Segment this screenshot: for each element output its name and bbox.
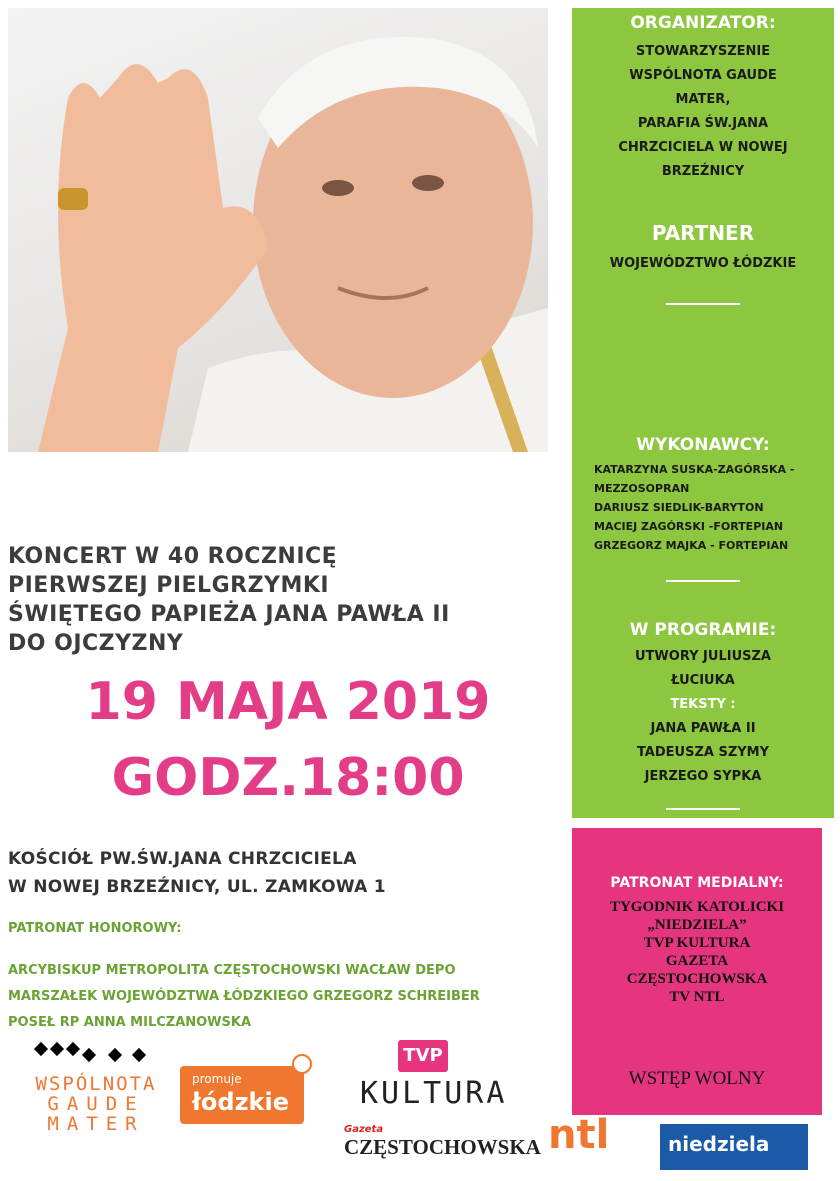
niedziela-text: niedziela — [668, 1132, 770, 1156]
performer-line: DARIUSZ SIEDLIK-BARYTON — [594, 501, 764, 514]
info-sidebar — [572, 8, 834, 818]
gazeta-czestochowska-logo — [344, 1124, 541, 1172]
organizer-line: CHRZCICIELA W NOWEJ — [618, 140, 788, 155]
texts-line: TADEUSZA SZYMY — [636, 745, 770, 760]
organizer-heading: ORGANIZATOR: — [630, 13, 776, 33]
honorary-line: ARCYBISKUP METROPOLITA CZĘSTOCHOWSKI WACŁAW DEPO — [8, 963, 456, 978]
performer-line: KATARZYNA SUSKA-ZAGÓRSKA - — [594, 463, 795, 476]
venue-line: W NOWEJ BRZEŹNICY, UL. ZAMKOWA 1 — [8, 877, 386, 897]
concert-title — [8, 542, 450, 658]
media-line: „NIEDZIELA” — [647, 917, 747, 933]
organizer-text — [572, 40, 834, 184]
gazeta-small: Gazeta — [344, 1124, 384, 1135]
media-line: TV NTL — [669, 989, 725, 1005]
organizer-line: STOWARZYSZENIE — [635, 44, 771, 59]
kultura-logo: KULTURA — [360, 1076, 508, 1111]
honorary-heading: PATRONAT HONOROWY: — [8, 921, 182, 936]
gaude-line: WSPÓLNOTA — [35, 1073, 157, 1095]
lodzkie-small: promuje — [192, 1072, 242, 1086]
title-line: KONCERT W 40 ROCZNICĘ — [8, 544, 338, 569]
concert-time: GODZ.18:00 — [111, 748, 465, 808]
performers-list — [594, 460, 794, 555]
lodzkie-big: łódzkie — [192, 1088, 290, 1116]
honorary-line: MARSZAŁEK WOJEWÓDZTWA ŁÓDZKIEGO GRZEGORZ SCHREIBER — [8, 989, 480, 1004]
organizer-line: BRZEŹNICY — [661, 164, 745, 179]
partner-text: WOJEWÓDZTWO ŁÓDZKIE — [609, 256, 797, 271]
divider — [666, 303, 740, 305]
gaude-line: GAUDE — [47, 1093, 145, 1115]
program-line: ŁUCIUKA — [671, 673, 735, 688]
diamonds-icon — [26, 1040, 156, 1070]
title-line: ŚWIĘTEGO PAPIEŻA JANA PAWŁA II — [8, 602, 450, 627]
concert-date: 19 MAJA 2019 — [85, 672, 491, 732]
performer-line: GRZEGORZ MAJKA - FORTEPIAN — [594, 539, 789, 552]
media-line: TVP KULTURA — [643, 935, 751, 951]
gazeta-big: CZĘSTOCHOWSKA — [344, 1135, 541, 1159]
program-text — [572, 645, 834, 789]
texts-line: JANA PAWŁA II — [650, 721, 756, 736]
promuje-lodzkie-logo — [180, 1066, 304, 1124]
media-patronage-box — [572, 828, 822, 1115]
performer-line: MEZZOSOPRAN — [594, 482, 690, 495]
media-line: TYGODNIK KATOLICKI — [609, 899, 785, 915]
performer-line: MACIEJ ZAGÓRSKI -FORTEPIAN — [594, 520, 784, 533]
divider — [666, 808, 740, 810]
free-entry: WSTĘP WOLNY — [628, 1068, 766, 1089]
media-heading: PATRONAT MEDIALNY: — [610, 875, 784, 891]
media-list — [572, 898, 822, 1006]
organizer-line: MATER, — [675, 92, 731, 107]
venue-line: KOŚCIÓŁ PW.ŚW.JANA CHRZCICIELA — [8, 849, 357, 869]
program-line: UTWORY JULIUSZA — [635, 649, 771, 664]
divider — [666, 580, 740, 582]
niedziela-logo — [660, 1124, 808, 1170]
honorary-list — [8, 958, 480, 1036]
ntl-logo: ntl — [548, 1112, 610, 1158]
honorary-line: POSEŁ RP ANNA MILCZANOWSKA — [8, 1015, 252, 1030]
pope-photo — [8, 8, 548, 452]
texts-label: TEKSTY : — [670, 697, 736, 712]
media-line: CZĘSTOCHOWSKA — [626, 971, 768, 987]
performers-heading: WYKONAWCY: — [636, 435, 770, 455]
title-line: DO OJCZYZNY — [8, 631, 184, 656]
gaude-mater-logo — [26, 1040, 166, 1150]
media-line: GAZETA — [665, 953, 729, 969]
venue — [8, 845, 386, 901]
gaude-line: MATER — [47, 1113, 145, 1135]
pope-illustration — [8, 8, 548, 452]
organizer-line: WSPÓLNOTA GAUDE — [629, 68, 777, 83]
texts-line: JERZEGO SYPKA — [644, 769, 762, 784]
organizer-line: PARAFIA ŚW.JANA — [637, 116, 769, 131]
partner-heading: PARTNER — [651, 221, 755, 245]
program-heading: W PROGRAMIE: — [629, 620, 777, 640]
tvp-logo: TVP — [398, 1040, 448, 1072]
title-line: PIERWSZEJ PIELGRZYMKI — [8, 573, 330, 598]
